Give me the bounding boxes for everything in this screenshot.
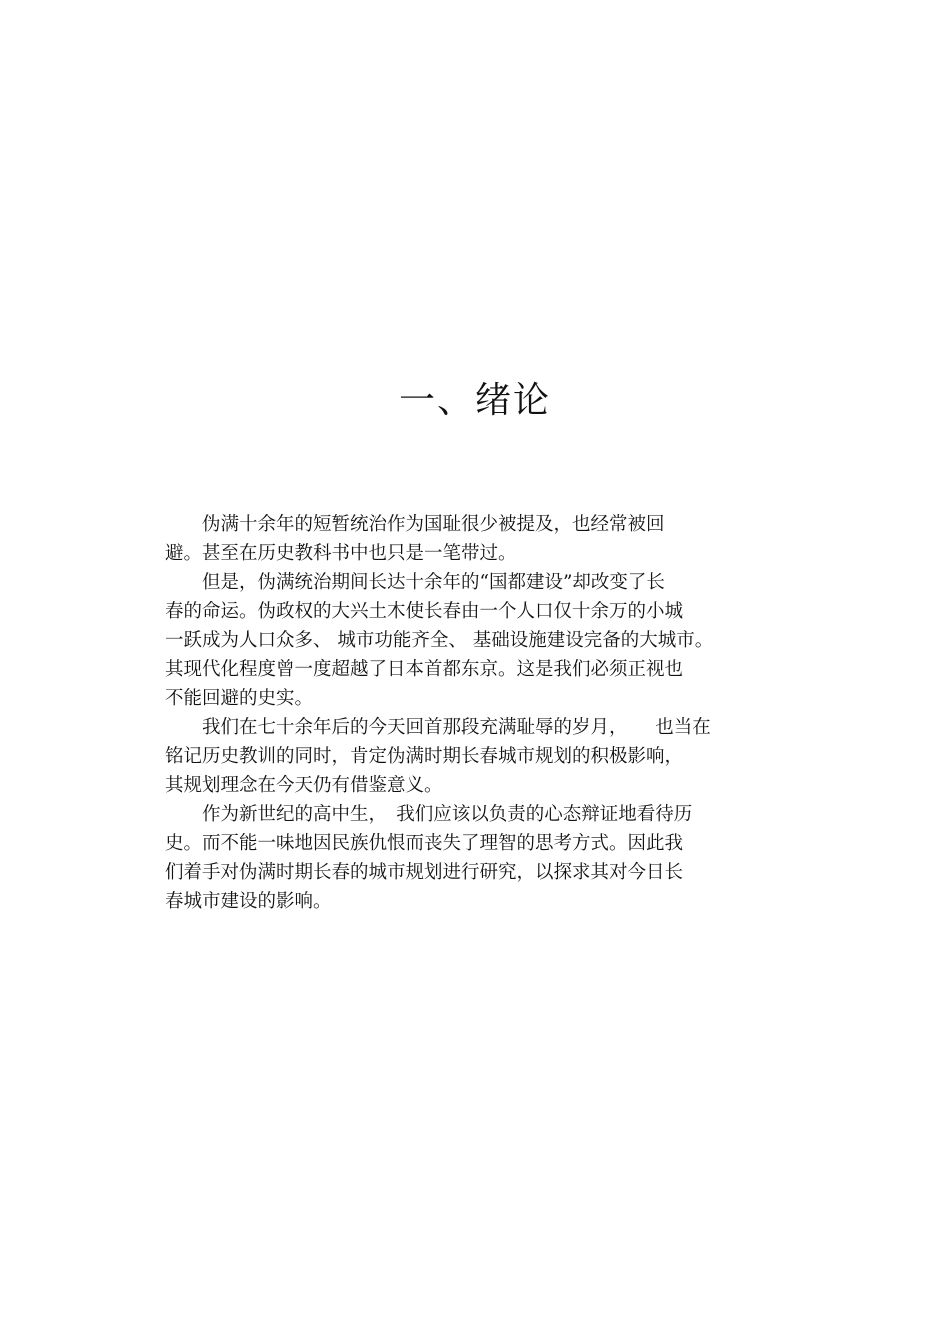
text-line: 一跃成为人口众多、 城市功能齐全、 基础设施建设完备的大城市。 [165, 630, 714, 651]
body-text [165, 510, 805, 916]
text-line: 不能回避的史实。 [165, 688, 314, 709]
text-line: 避。甚至在历史教科书中也只是一笔带过。 [165, 543, 517, 564]
text-line: 春城市建设的影响。 [165, 891, 332, 912]
text-line: 铭记历史教训的同时，肯定伪满时期长春城市规划的积极影响， [165, 746, 684, 767]
text-line: 我们在七十余年后的今天回首那段充满耻辱的岁月， 也当在 [165, 717, 711, 738]
text-line: 但是，伪满统治期间长达十余年的“国都建设”却改变了长 [165, 572, 665, 593]
text-line: 其现代化程度曾一度超越了日本首都东京。这是我们必须正视也 [165, 659, 684, 680]
text-line: 伪满十余年的短暂统治作为国耻很少被提及，也经常被回 [165, 514, 665, 535]
text-line: 作为新世纪的高中生， 我们应该以负责的心态辩证地看待历 [165, 804, 693, 825]
text-line: 史。而不能一味地因民族仇恨而丧失了理智的思考方式。因此我 [165, 833, 684, 854]
text-line: 春的命运。伪政权的大兴土木使长春由一个人口仅十余万的小城 [165, 601, 684, 622]
chapter-title: 一、绪论 [398, 380, 551, 421]
text-line: 其规划理念在今天仍有借鉴意义。 [165, 775, 443, 796]
text-line: 们着手对伪满时期长春的城市规划进行研究，以探求其对今日长 [165, 862, 684, 883]
